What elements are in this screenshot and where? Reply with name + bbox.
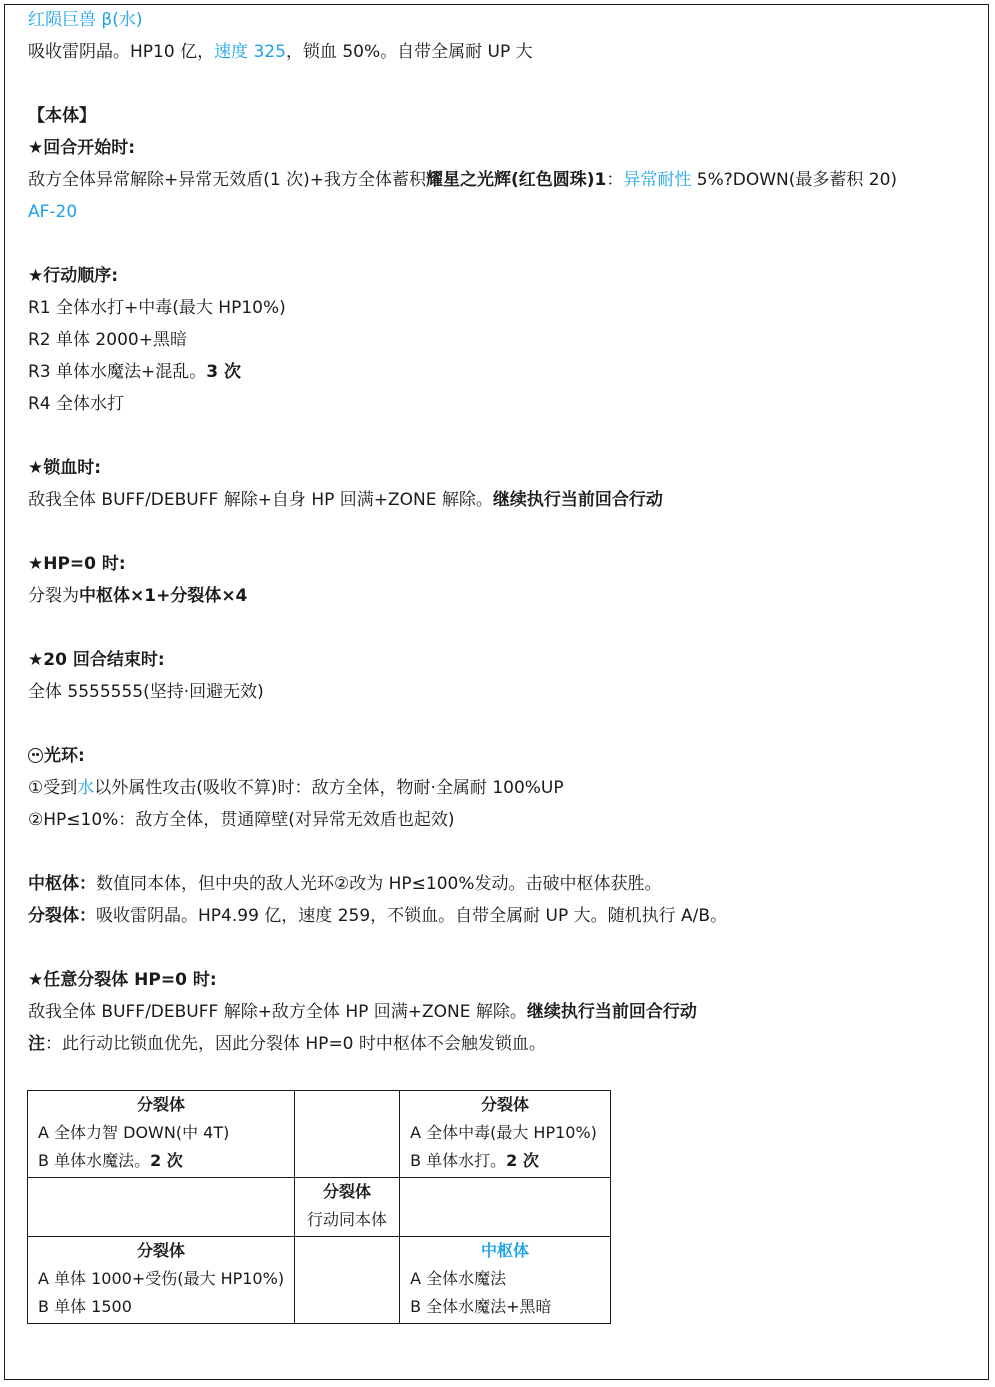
turn-start-part-b: ： — [606, 170, 624, 190]
cell-top-right-title: 分裂体 — [481, 1095, 530, 1114]
turn-start-bold: 耀星之光辉(红色圆珠)1 — [425, 170, 607, 190]
aura-item-1-blue: 水 — [77, 778, 95, 798]
action-order-title: ★行动顺序: — [28, 266, 119, 286]
aura-item-1-a: ①受到 — [28, 778, 78, 798]
cell-top-right-b — [410, 1147, 600, 1175]
cell-top-left-a: A 全体力智 DOWN(中 4T) — [38, 1123, 230, 1142]
turn-start-blue: 异常耐性 — [623, 170, 692, 190]
hp-zero-part-a: 分裂为 — [28, 586, 79, 606]
split-description — [28, 900, 978, 932]
cell-top-right-a: A 全体中毒(最大 HP10%) — [410, 1123, 597, 1142]
lock-hp-text — [28, 484, 978, 516]
cell-top-left-b-bold: 2 次 — [150, 1151, 183, 1170]
aura-item-1 — [28, 772, 978, 804]
summary-part-b: ，锁血 50%。自带全属耐 UP 大 — [285, 42, 533, 62]
cell-middle-right — [400, 1178, 611, 1237]
boss-summary — [28, 36, 978, 68]
aura-item-2: ②HP≤10%：敌方全体，贯通障壁(对异常无效盾也起效) — [28, 810, 455, 830]
formation-table — [27, 1090, 611, 1324]
action-r2: R2 单体 2000+黑暗 — [28, 330, 187, 350]
cell-bottom-middle — [295, 1237, 400, 1324]
lock-hp-title: ★锁血时: — [28, 458, 102, 478]
note-label: 注 — [28, 1034, 45, 1054]
action-r3 — [28, 356, 978, 388]
note-text: ：此行动比锁血优先，因此分裂体 HP=0 时中枢体不会触发锁血。 — [45, 1034, 546, 1054]
cell-middle-title: 分裂体 — [323, 1182, 372, 1201]
turn20-text: 全体 5555555(坚持·回避无效) — [28, 682, 264, 702]
action-r3-bold: 3 次 — [206, 362, 242, 382]
turn-start-text — [28, 164, 978, 196]
cell-bottom-right — [400, 1237, 611, 1324]
cell-top-middle — [295, 1091, 400, 1178]
lock-hp-part-a: 敌我全体 BUFF/DEBUFF 解除+自身 HP 回满+ZONE 解除。 — [28, 490, 493, 510]
lock-hp-bold: 继续执行当前回合行动 — [492, 490, 663, 510]
cell-bottom-right-b: B 全体水魔法+黑暗 — [410, 1297, 552, 1316]
any-split-zero-part-a: 敌我全体 BUFF/DEBUFF 解除+敌方全体 HP 回满+ZONE 解除。 — [28, 1002, 527, 1022]
action-r4: R4 全体水打 — [28, 394, 125, 414]
action-r3-text: R3 单体水魔法+混乱。 — [28, 362, 207, 382]
cell-top-right — [400, 1091, 611, 1178]
summary-part-a: 吸收雷阴晶。HP10 亿， — [28, 42, 215, 62]
summary-speed: 速度 325 — [214, 42, 286, 62]
turn-start-af: AF-20 — [28, 202, 78, 222]
hp-zero-title: ★HP=0 时: — [28, 554, 126, 574]
split-label: 分裂体： — [28, 906, 96, 926]
core-label: 中枢体： — [28, 874, 96, 894]
aura-title-line — [28, 740, 978, 772]
boss-name: 红陨巨兽 β(水) — [28, 10, 143, 30]
cell-top-left-b — [38, 1147, 284, 1175]
aura-item-1-b: 以外属性攻击(吸收不算)时：敌方全体，物耐·全属耐 100%UP — [94, 778, 564, 798]
any-split-zero-bold: 继续执行当前回合行动 — [526, 1002, 697, 1022]
aura-title: 光环: — [44, 746, 85, 766]
cell-bottom-left — [28, 1237, 295, 1324]
turn-start-title: ★回合开始时: — [28, 138, 136, 158]
cell-bottom-right-title: 中枢体 — [481, 1241, 530, 1260]
document-body — [28, 4, 978, 1060]
cell-bottom-left-b: B 单体 1500 — [38, 1297, 132, 1316]
hp-zero-bold: 中枢体×1+分裂体×4 — [79, 586, 248, 606]
cell-middle-center — [295, 1178, 400, 1237]
note-line — [28, 1028, 978, 1060]
cell-middle-left — [28, 1178, 295, 1237]
turn-start-part-c: 5%?DOWN(最多蓄积 20) — [691, 170, 898, 190]
cell-bottom-left-title: 分裂体 — [137, 1241, 186, 1260]
cell-top-left — [28, 1091, 295, 1178]
core-text: 数值同本体，但中央的敌人光环②改为 HP≤100%发动。击破中枢体获胜。 — [96, 874, 662, 894]
cell-top-right-b-bold: 2 次 — [506, 1151, 539, 1170]
core-description — [28, 868, 978, 900]
any-split-zero-title: ★任意分裂体 HP=0 时: — [28, 970, 217, 990]
split-text: 吸收雷阴晶。HP4.99 亿，速度 259，不锁血。自带全属耐 UP 大。随机执行 A/B。 — [96, 906, 728, 926]
cell-top-right-b-text: B 单体水打。 — [410, 1151, 507, 1170]
cell-top-left-b-text: B 单体水魔法。 — [38, 1151, 151, 1170]
action-r1: R1 全体水打+中毒(最大 HP10%) — [28, 298, 286, 318]
turn-start-part-a: 敌方全体异常解除+异常无效盾(1 次)+我方全体蓄积 — [28, 170, 426, 190]
cell-bottom-left-a: A 单体 1000+受伤(最大 HP10%) — [38, 1269, 285, 1288]
cell-bottom-right-a: A 全体水魔法 — [410, 1269, 507, 1288]
mask-icon — [28, 748, 43, 763]
any-split-zero-text — [28, 996, 978, 1028]
cell-top-left-title: 分裂体 — [137, 1095, 186, 1114]
cell-middle-text: 行动同本体 — [307, 1210, 388, 1229]
hp-zero-text — [28, 580, 978, 612]
body-header: 【本体】 — [28, 106, 96, 126]
turn20-title: ★20 回合结束时: — [28, 650, 165, 670]
